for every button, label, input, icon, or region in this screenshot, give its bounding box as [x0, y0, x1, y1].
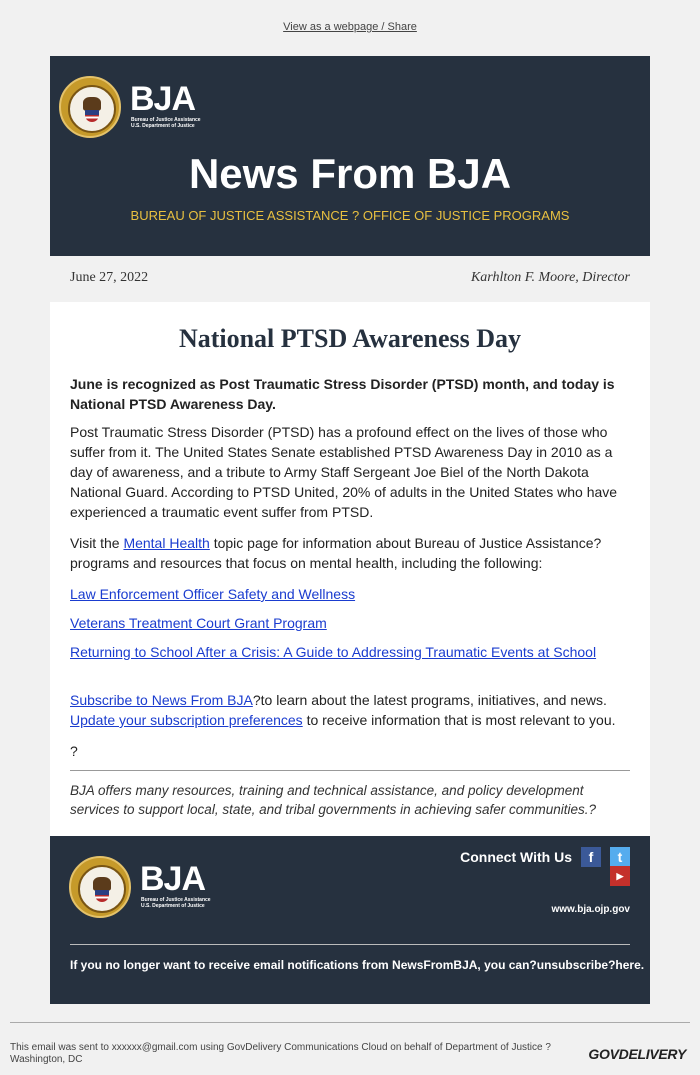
youtube-icon[interactable]: ▶ [610, 866, 630, 886]
article-paragraph: Post Traumatic Stress Disorder (PTSD) has a profound effect on the lives of those who suffer from it. The United States Senate established PTSD Awareness Day in 2010 as a day of awareness, and a tribute to Army Staff Sergeant Joe Biel of the North Dakota National Guard. According to PTSD United, 20% of adults in the United States who have experienced a traumatic event suffer from PTSD. [70, 424, 618, 520]
subscribe-link[interactable]: Subscribe to News From BJA [70, 692, 253, 708]
view-as-webpage-link[interactable]: View as a webpage / Share [283, 21, 417, 33]
resource-link-item [70, 613, 630, 633]
bottom-divider [10, 1022, 690, 1023]
mental-health-link[interactable]: Mental Health [123, 535, 210, 551]
stray-question-mark: ? [70, 743, 78, 759]
issue-date: June 27, 2022 [70, 270, 149, 285]
unsubscribe-text: If you no longer want to receive email notifications from NewsFromBJA, you can?unsubscribe?here. [70, 958, 645, 972]
bja-logo: BJA [130, 80, 196, 118]
website-link[interactable]: www.bja.ojp.gov [551, 904, 630, 915]
officer-safety-link[interactable]: Law Enforcement Officer Safety and Wellness [70, 586, 356, 602]
resource-link-item [70, 642, 630, 662]
article-body [50, 302, 650, 836]
newsletter-subtitle: BUREAU OF JUSTICE ASSISTANCE ? OFFICE OF JUSTICE PROGRAMS [130, 208, 570, 223]
closing-statement: BJA offers many resources, training and technical assistance, and policy development services to support local, state, and tribal governments in achieving safer communities.? [70, 783, 597, 817]
facebook-icon[interactable]: f [581, 847, 601, 867]
article-paragraph-visit: Visit the Mental Health topic page for information about Bureau of Justice Assistance? programs and resources that focus on mental health, including the following: [70, 535, 602, 571]
bja-logo-footer: BJA [140, 860, 206, 898]
bja-logo-subtitle: Bureau of Justice Assistance U.S. Department of Justice [131, 117, 201, 129]
veterans-court-link[interactable]: Veterans Treatment Court Grant Program [70, 615, 327, 631]
update-preferences-link[interactable]: Update your subscription preferences [70, 712, 303, 728]
bja-logo-footer-subtitle: Bureau of Justice Assistance U.S. Department of Justice [141, 897, 211, 909]
divider [70, 770, 630, 771]
article-heading: National PTSD Awareness Day [178, 324, 522, 353]
doj-seal-logo [59, 76, 121, 138]
delivery-disclaimer: This email was sent to xxxxxx@gmail.com using GovDelivery Communications Cloud on behalf of Department of Justice ? Washington, DC [10, 1042, 551, 1065]
govdelivery-logo: GOVDELIVERY [588, 1046, 686, 1062]
returning-to-school-link[interactable]: Returning to School After a Crisis: A Guide to Addressing Traumatic Events at School [70, 644, 597, 660]
article-lead: June is recognized as Post Traumatic Stress Disorder (PTSD) month, and today is National PTSD Awareness Day. [70, 376, 615, 412]
newsletter-title: News From BJA [188, 150, 512, 197]
subscription-paragraph: Subscribe to News From BJA?to learn about the latest programs, initiatives, and news. Update your subscription preferences to receive information that is most relevant to you. [70, 692, 616, 728]
dateline [50, 256, 650, 302]
header-banner [50, 56, 650, 256]
footer-divider [70, 944, 630, 945]
connect-with-us-label: Connect With Us [460, 849, 572, 865]
doj-seal-logo-footer [69, 856, 131, 918]
twitter-icon[interactable]: t [610, 847, 630, 867]
director-name: Karhlton F. Moore, Director [470, 270, 630, 285]
footer [50, 836, 650, 1004]
resource-link-item [70, 584, 630, 604]
